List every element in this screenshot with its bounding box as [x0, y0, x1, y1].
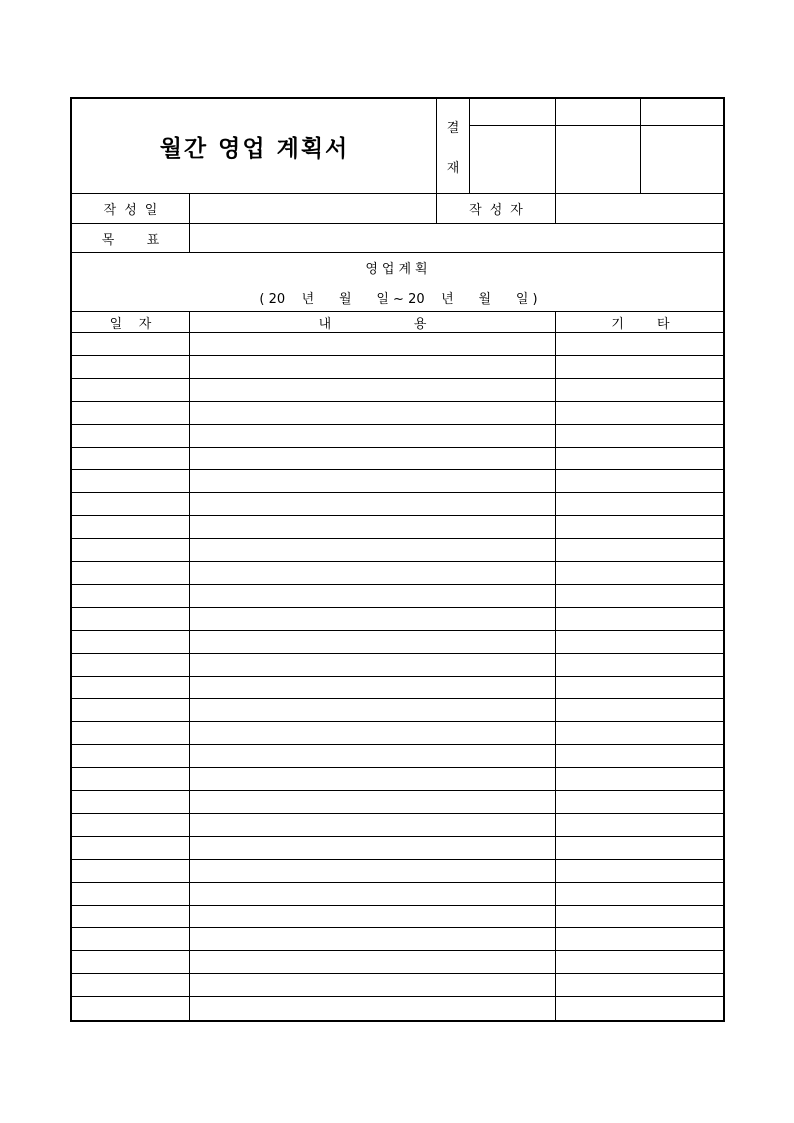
etc-cell[interactable] [556, 722, 725, 744]
divider [72, 252, 725, 253]
content-cell[interactable] [190, 470, 555, 492]
content-cell[interactable] [190, 768, 555, 790]
etc-cell[interactable] [556, 356, 725, 378]
divider [436, 99, 437, 224]
divider [640, 99, 641, 194]
divider [469, 125, 725, 126]
content-cell[interactable] [190, 631, 555, 653]
etc-cell[interactable] [556, 768, 725, 790]
content-cell[interactable] [190, 883, 555, 905]
etc-cell[interactable] [556, 333, 725, 355]
plan-period[interactable]: ( 20 년 월 일 ~ 20 년 월 일 ) [259, 291, 538, 307]
content-column-header: 내 용 [318, 317, 427, 332]
etc-cell[interactable] [556, 585, 725, 607]
content-cell[interactable] [190, 997, 555, 1019]
date-cell[interactable] [72, 791, 189, 813]
date-cell[interactable] [72, 974, 189, 996]
monthly-sales-plan-form [70, 97, 725, 1022]
date-cell[interactable] [72, 906, 189, 928]
content-cell[interactable] [190, 608, 555, 630]
content-cell[interactable] [190, 837, 555, 859]
divider [555, 99, 556, 224]
date-cell[interactable] [72, 493, 189, 515]
content-cell[interactable] [190, 539, 555, 561]
author-label: 작성자 [469, 203, 531, 218]
date-cell[interactable] [72, 448, 189, 470]
etc-cell[interactable] [556, 539, 725, 561]
approval-box-1[interactable] [470, 126, 555, 193]
divider [189, 311, 190, 1022]
etc-cell[interactable] [556, 562, 725, 584]
approval-label-bottom: 재 [446, 160, 460, 176]
date-cell[interactable] [72, 539, 189, 561]
goal-field[interactable] [190, 224, 725, 252]
date-cell[interactable] [72, 883, 189, 905]
content-cell[interactable] [190, 928, 555, 950]
plan-heading: 영업계획 [365, 261, 432, 277]
etc-cell[interactable] [556, 470, 725, 492]
page-title: 월간 영업 계획서 [159, 134, 350, 162]
content-cell[interactable] [190, 951, 555, 973]
etc-cell[interactable] [556, 928, 725, 950]
date-cell[interactable] [72, 745, 189, 767]
date-cell[interactable] [72, 608, 189, 630]
divider [72, 311, 725, 312]
etc-cell[interactable] [556, 425, 725, 447]
content-cell[interactable] [190, 906, 555, 928]
etc-cell[interactable] [556, 402, 725, 424]
divider [469, 99, 470, 194]
etc-cell[interactable] [556, 814, 725, 836]
content-cell[interactable] [190, 333, 555, 355]
date-cell[interactable] [72, 860, 189, 882]
etc-cell[interactable] [556, 631, 725, 653]
content-cell[interactable] [190, 379, 555, 401]
content-cell[interactable] [190, 677, 555, 699]
content-cell[interactable] [190, 448, 555, 470]
goal-label: 목 표 [101, 232, 168, 248]
content-cell[interactable] [190, 791, 555, 813]
content-cell[interactable] [190, 356, 555, 378]
date-cell[interactable] [72, 837, 189, 859]
content-cell[interactable] [190, 814, 555, 836]
content-cell[interactable] [190, 699, 555, 721]
etc-cell[interactable] [556, 608, 725, 630]
content-cell[interactable] [190, 860, 555, 882]
etc-cell[interactable] [556, 699, 725, 721]
etc-cell[interactable] [556, 997, 725, 1019]
etc-cell[interactable] [556, 516, 725, 538]
content-cell[interactable] [190, 493, 555, 515]
date-cell[interactable] [72, 425, 189, 447]
etc-cell[interactable] [556, 906, 725, 928]
etc-cell[interactable] [556, 493, 725, 515]
date-cell[interactable] [72, 928, 189, 950]
date-cell[interactable] [72, 768, 189, 790]
etc-cell[interactable] [556, 951, 725, 973]
approval-label-top: 결 [446, 120, 460, 136]
content-cell[interactable] [190, 974, 555, 996]
divider [72, 223, 725, 224]
content-cell[interactable] [190, 745, 555, 767]
date-cell[interactable] [72, 631, 189, 653]
divider [72, 193, 725, 194]
date-cell[interactable] [72, 997, 189, 1019]
etc-cell[interactable] [556, 379, 725, 401]
date-cell[interactable] [72, 677, 189, 699]
date-cell[interactable] [72, 402, 189, 424]
etc-cell[interactable] [556, 883, 725, 905]
etc-cell[interactable] [556, 448, 725, 470]
etc-cell[interactable] [556, 654, 725, 676]
date-cell[interactable] [72, 722, 189, 744]
date-cell[interactable] [72, 562, 189, 584]
date-cell[interactable] [72, 654, 189, 676]
etc-cell[interactable] [556, 791, 725, 813]
date-cell[interactable] [72, 585, 189, 607]
content-cell[interactable] [190, 562, 555, 584]
date-cell[interactable] [72, 516, 189, 538]
content-cell[interactable] [190, 516, 555, 538]
date-cell[interactable] [72, 379, 189, 401]
etc-cell[interactable] [556, 974, 725, 996]
date-cell[interactable] [72, 470, 189, 492]
date-cell[interactable] [72, 814, 189, 836]
content-cell[interactable] [190, 654, 555, 676]
date-cell[interactable] [72, 333, 189, 355]
date-cell[interactable] [72, 951, 189, 973]
date-column-header: 일 자 [109, 317, 152, 332]
etc-cell[interactable] [556, 677, 725, 699]
etc-cell[interactable] [556, 745, 725, 767]
author-field[interactable] [556, 194, 725, 223]
date-cell[interactable] [72, 699, 189, 721]
date-cell[interactable] [72, 356, 189, 378]
approval-box-2[interactable] [556, 126, 640, 193]
etc-cell[interactable] [556, 837, 725, 859]
etc-cell[interactable] [556, 860, 725, 882]
written-date-field[interactable] [190, 194, 436, 223]
content-cell[interactable] [190, 585, 555, 607]
written-date-label: 작성일 [103, 203, 166, 218]
content-cell[interactable] [190, 425, 555, 447]
etc-column-header: 기 타 [611, 317, 670, 332]
divider [555, 311, 556, 1022]
content-cell[interactable] [190, 722, 555, 744]
approval-box-3[interactable] [641, 126, 725, 193]
content-cell[interactable] [190, 402, 555, 424]
